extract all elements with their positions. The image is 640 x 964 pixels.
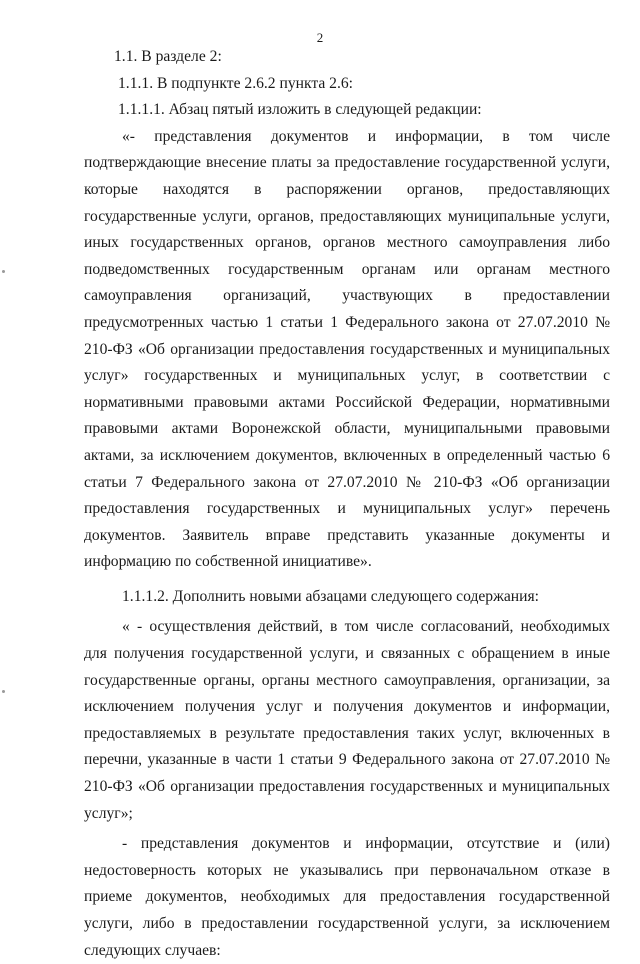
- quoted-paragraph: «- представления документов и информации, в том числе подтверждающие внесение платы за предоставление государственной услуги, которые находятся в распоряжении органов, предоставляющих государственные услуги, органов, предоставляющих муниципальные услуги, иных государственных органов, органов местного самоуправления либо подведомственных государственным органам или органам местного самоуправления организаций, участвующих в предоставлении предусмотренных частью 1 статьи 1 Федерального закона от 27.07.2010 № 210-ФЗ «Об организации предоставления государственных и муниципальных услуг» государственных и муниципальных услуг, в соответствии с нормативными правовыми актами Российской Федерации, нормативными правовыми актами Воронежской области, муниципальными правовыми актами, за исключением документов, включенных в определенный частью 6 статьи 7 Федерального закона от 27.07.2010 № 210-ФЗ «Об организации предоставления государственных и муниципальных услуг» перечень документов. Заявитель вправе представить указанные документы и информацию по собственной инициативе».: [84, 127, 610, 571]
- page-number: 2: [316, 30, 324, 45]
- margin-dot: [2, 690, 5, 693]
- section-heading-1-1-1: 1.1.1. В подпункте 2.6.2 пункта 2.6:: [118, 74, 353, 92]
- document-body: [84, 44, 610, 964]
- new-paragraph-1: « - осуществления действий, в том числе согласований, необходимых для получения государственной услуги, и связанных с обращением в иные государственные органы, органы местного самоуправления, организации, за исключением получения услуг и получения документов и информации, предоставляемых в результате предоставления таких услуг, включенных в перечни, указанные в части 1 статьи 9 Федерального закона от 27.07.2010 № 210-ФЗ «Об организации предоставления государственных и муниципальных услуг»;: [84, 618, 610, 822]
- margin-dot: [2, 270, 5, 273]
- new-paragraph-2: - представления документов и информации, отсутствие и (или) недостоверность которых не указывались при первоначальном отказе в приеме документов, необходимых для предоставления государственной услуги, либо в предоставлении государственной услуги, за исключением следующих случаев:: [84, 835, 610, 959]
- section-heading-1-1-1-1: 1.1.1.1. Абзац пятый изложить в следующей редакции:: [118, 101, 482, 119]
- section-heading-1-1: 1.1. В разделе 2:: [114, 48, 222, 65]
- section-heading-1-1-1-2: 1.1.1.2. Дополнить новыми абзацами следующего содержания:: [122, 587, 539, 605]
